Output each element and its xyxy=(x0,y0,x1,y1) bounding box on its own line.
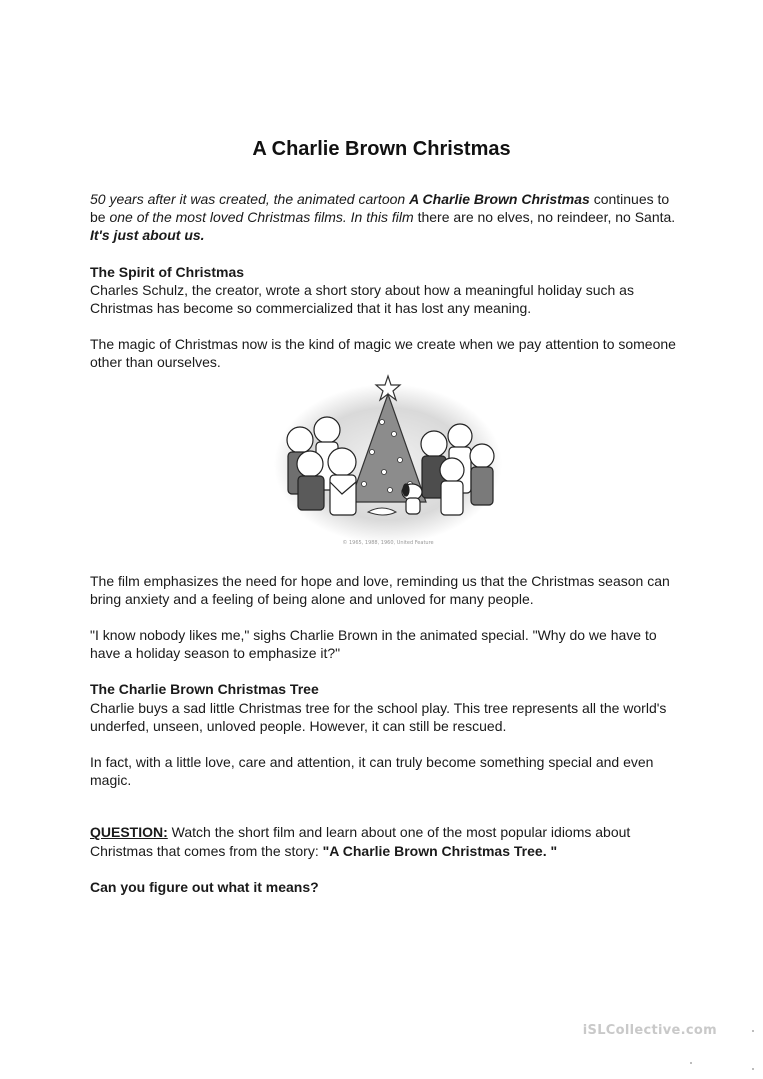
page-title: A Charlie Brown Christmas xyxy=(252,138,511,160)
intro-text-1: continues to be xyxy=(90,191,670,226)
watermark-logo: iSLCollective.com xyxy=(582,1023,717,1038)
corner-dot xyxy=(690,1062,692,1064)
intro-text-2: there are no elves, no reindeer, no Santa. xyxy=(413,209,676,226)
section-heading-spirit: The Spirit of Christmas xyxy=(90,263,245,280)
peanuts-christmas-illustration xyxy=(272,372,504,552)
image-container xyxy=(90,372,680,572)
tree-paragraph-1: Charlie buys a sad little Christmas tree for the school play. This tree represents all the world's underfed, unseen, unloved people. However, it can still be rescued. xyxy=(90,699,667,734)
charlie-quote-paragraph: "I know nobody likes me," sighs Charlie Brown in the animated special. "Why do we have to have a holiday season to emphasize it?" xyxy=(90,627,657,662)
idiom-quote: "A Charlie Brown Christmas Tree. " xyxy=(322,842,558,859)
intro-paragraph xyxy=(90,190,680,245)
intro-italic-2: one of the most loved Christmas films. In this film xyxy=(109,209,414,226)
question-text: Watch the short film and learn about one of the most popular idioms about Christmas that comes from the story: xyxy=(90,824,631,859)
corner-dot xyxy=(752,1030,754,1032)
worksheet-body xyxy=(90,190,680,896)
spirit-paragraph-2: The magic of Christmas now is the kind of magic we create when we pay attention to someone other than ourselves. xyxy=(90,336,676,371)
followup-question: Can you figure out what it means? xyxy=(90,878,319,895)
question-paragraph xyxy=(90,823,680,859)
question-label: QUESTION: xyxy=(90,824,168,841)
film-title-bold: A Charlie Brown Christmas xyxy=(409,191,590,207)
tree-paragraph-2: In fact, with a little love, care and attention, it can truly become something special and even magic. xyxy=(90,754,654,789)
corner-dot xyxy=(752,1068,754,1070)
spirit-paragraph-1: Charles Schulz, the creator, wrote a short story about how a meaningful holiday such as Christmas has become so commercialized that it has lost any meaning. xyxy=(90,281,634,317)
intro-italic-1: 50 years after it was created, the animated cartoon xyxy=(90,191,410,207)
intro-bold-italic-2: It's just about us. xyxy=(90,227,205,244)
image-copyright-caption: © 1965, 1988, 1960, United Feature xyxy=(342,539,434,546)
film-emphasis-paragraph: The film emphasizes the need for hope and love, reminding us that the Christmas season can bring anxiety and a feeling of being alone and unloved for many people. xyxy=(90,572,670,607)
section-heading-tree: The Charlie Brown Christmas Tree xyxy=(90,681,319,698)
